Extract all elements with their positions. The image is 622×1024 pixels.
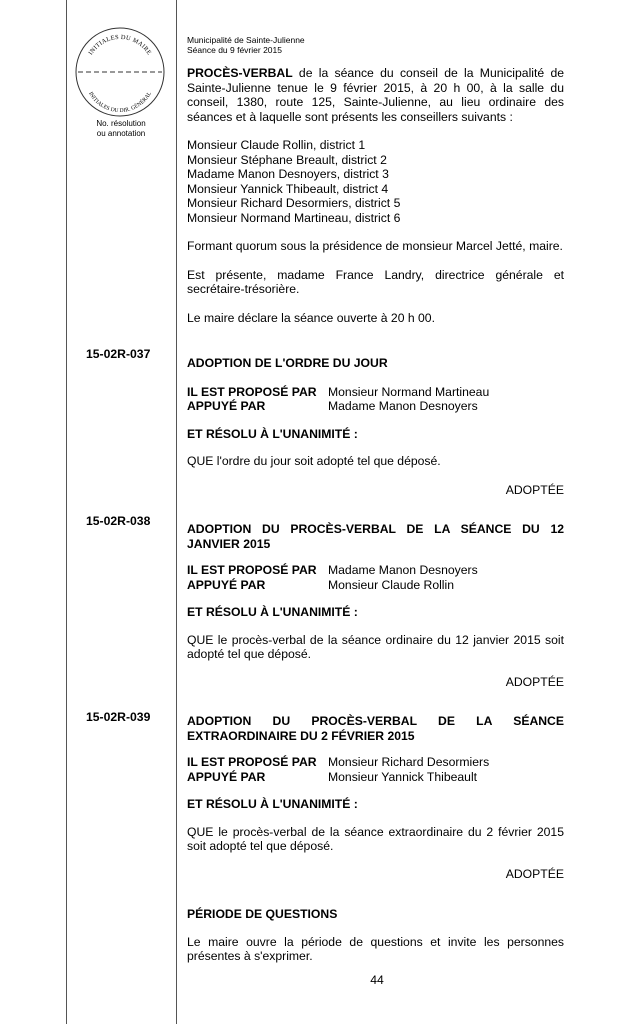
proposed-by: Monsieur Normand Martineau bbox=[328, 384, 490, 399]
resolution-title: ADOPTION DU PROCÈS-VERBAL DE LA SÉANCE DU 12 bbox=[187, 522, 564, 536]
resolution-block bbox=[187, 714, 564, 881]
page-number: 44 bbox=[370, 973, 384, 987]
questions-section bbox=[187, 907, 564, 964]
intro-line: séances et à laquelle sont présents les conseillers suivants : bbox=[187, 109, 513, 124]
seconded-by: Monsieur Yannick Thibeault bbox=[328, 769, 478, 784]
margin-note-line: No. résolution bbox=[96, 119, 146, 128]
proposed-row bbox=[187, 755, 564, 770]
councillor: Madame Manon Desnoyers, district 3 bbox=[187, 167, 389, 181]
resolution-text: QUE le procès-verbal de la séance extraordinaire du 2 février 2015 bbox=[187, 824, 564, 839]
municipality-name: Municipalité de Sainte-Julienne bbox=[187, 35, 305, 45]
margin-line-right bbox=[176, 0, 177, 1024]
resolution-title: JANVIER 2015 bbox=[187, 536, 271, 551]
adopted-label: ADOPTÉE bbox=[505, 866, 564, 881]
questions-text: Le maire ouvre la période de questions et invite les personnes bbox=[187, 934, 564, 949]
proposed-label: IL EST PROPOSÉ PAR bbox=[187, 563, 317, 577]
quorum-text: Formant quorum sous la présidence de monsieur Marcel Jetté, maire. bbox=[187, 239, 563, 253]
seconded-by: Monsieur Claude Rollin bbox=[328, 577, 454, 592]
session-date: Séance du 9 février 2015 bbox=[187, 45, 282, 55]
questions-text: présentes à s'exprimer. bbox=[187, 949, 313, 963]
proposed-row bbox=[187, 385, 564, 400]
resolution-number: 15-02R-037 bbox=[86, 347, 151, 361]
resolved-label: ET RÉSOLU À L'UNANIMITÉ : bbox=[187, 797, 358, 811]
seal-bottom-text: INITIALES DU DIR. GÉNÉRAL bbox=[87, 90, 153, 115]
seconded-label: APPUYÉ PAR bbox=[187, 769, 266, 784]
resolution-block bbox=[187, 356, 564, 497]
councillor: Monsieur Normand Martineau, district 6 bbox=[187, 210, 401, 225]
present-text: Est présente, madame France Landry, directrice générale et secrétaire-trésorière. bbox=[187, 267, 564, 296]
initials-seal bbox=[75, 27, 165, 117]
svg-text:INITIALES DU DIR. GÉNÉRAL bbox=[87, 90, 153, 114]
resolution-title: ADOPTION DU PROCÈS-VERBAL DE LA SÉANCE bbox=[187, 714, 564, 728]
margin-note-line: ou annotation bbox=[96, 129, 146, 138]
councillor: Monsieur Richard Desormiers, district 5 bbox=[187, 196, 401, 210]
resolution-number: 15-02R-039 bbox=[86, 710, 151, 724]
proposed-by: Monsieur Richard Desormiers bbox=[328, 755, 490, 769]
pv-label: PROCÈS-VERBAL bbox=[187, 66, 293, 80]
seconded-row bbox=[187, 770, 564, 785]
proposed-label: IL EST PROPOSÉ PAR bbox=[187, 755, 317, 769]
resolution-block bbox=[187, 522, 564, 689]
seconded-label: APPUYÉ PAR bbox=[187, 577, 266, 592]
resolution-text: soit adopté tel que déposé. bbox=[187, 839, 334, 853]
resolution-text: adopté tel que déposé. bbox=[187, 647, 312, 661]
svg-text:INITIALES DU MAIRE bbox=[87, 34, 152, 56]
adopted-label: ADOPTÉE bbox=[505, 482, 564, 497]
resolution-text: QUE le procès-verbal de la séance ordinaire du 12 janvier 2015 soit bbox=[187, 632, 564, 647]
seal-top-text: INITIALES DU MAIRE bbox=[87, 33, 153, 57]
seconded-row bbox=[187, 399, 564, 414]
resolution-title: ADOPTION DE L'ORDRE DU JOUR bbox=[187, 356, 388, 370]
intro-line: Sainte-Julienne tenue le 9 février 2015, à 20 h 00, à la salle du bbox=[187, 80, 564, 95]
proposed-label: IL EST PROPOSÉ PAR bbox=[187, 384, 317, 399]
resolved-label: ET RÉSOLU À L'UNANIMITÉ : bbox=[187, 426, 358, 441]
page-header bbox=[187, 35, 305, 55]
councillor: Monsieur Stéphane Breault, district 2 bbox=[187, 152, 387, 167]
intro-line: conseil, 1380, route 125, Sainte-Julienne, au lieu ordinaire des bbox=[187, 95, 564, 109]
margin-line-left bbox=[66, 0, 67, 1024]
councillor: Monsieur Yannick Thibeault, district 4 bbox=[187, 181, 389, 196]
proposed-row bbox=[187, 563, 564, 578]
councillor-list bbox=[187, 138, 564, 225]
resolution-text: QUE l'ordre du jour soit adopté tel que déposé. bbox=[187, 454, 441, 468]
questions-title: PÉRIODE DE QUESTIONS bbox=[187, 907, 338, 921]
seconded-by: Madame Manon Desnoyers bbox=[328, 399, 478, 413]
seconded-label: APPUYÉ PAR bbox=[187, 399, 266, 413]
resolution-title: EXTRAORDINAIRE DU 2 FÉVRIER 2015 bbox=[187, 728, 415, 743]
resolution-number: 15-02R-038 bbox=[86, 514, 151, 528]
resolved-label: ET RÉSOLU À L'UNANIMITÉ : bbox=[187, 605, 358, 619]
margin-note bbox=[88, 119, 154, 139]
intro-line: PROCÈS-VERBAL de la séance du conseil de la Municipalité de bbox=[187, 66, 564, 80]
proposed-by: Madame Manon Desnoyers bbox=[328, 563, 478, 577]
councillor: Monsieur Claude Rollin, district 1 bbox=[187, 138, 366, 152]
seconded-row bbox=[187, 578, 564, 593]
opening-text: Le maire déclare la séance ouverte à 20 h 00. bbox=[187, 310, 435, 325]
minutes-body bbox=[187, 66, 564, 964]
adopted-label: ADOPTÉE bbox=[505, 674, 564, 689]
